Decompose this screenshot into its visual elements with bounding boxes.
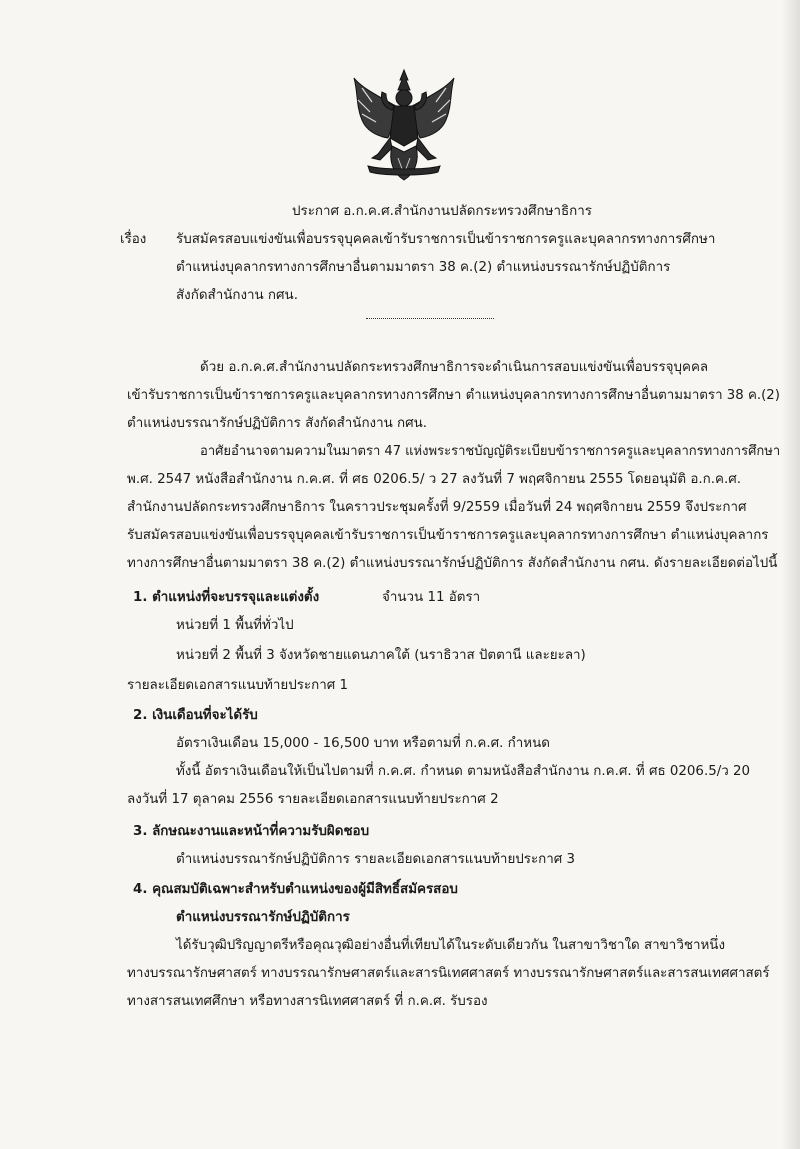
paragraph-line: ตำแหน่งบรรณารักษ์ปฏิบัติการ สังกัดสำนักงาน กศน. (127, 416, 428, 431)
unit-2: หน่วยที่ 2 พื้นที่ 3 จังหวัดชายแดนภาคใต้ (นราธิวาส ปัตตานี และยะลา) (176, 648, 586, 663)
section-4-subheading: ตำแหน่งบรรณารักษ์ปฏิบัติการ (176, 910, 350, 925)
garuda-emblem-icon (348, 66, 460, 184)
subject-label: เรื่อง (120, 232, 147, 247)
paragraph-line: เข้ารับราชการเป็นข้าราชการครูและบุคลากรทางการศึกษา ตำแหน่งบุคลากรทางการศึกษาอื่นตามมาตรา 38 ค.(2) (127, 388, 780, 403)
position-count: จำนวน 11 อัตรา (382, 590, 481, 605)
salary-line: ลงวันที่ 17 ตุลาคม 2556 รายละเอียดเอกสารแนบท้ายประกาศ 2 (127, 792, 499, 807)
paragraph-line: รับสมัครสอบแข่งขันเพื่อบรรจุบุคคลเข้ารับราชการเป็นข้าราชการครูและบุคลากรทางการศึกษา ตำแหน่งบุคลากร (127, 528, 769, 543)
dotted-divider (366, 318, 494, 319)
duties-line: ตำแหน่งบรรณารักษ์ปฏิบัติการ รายละเอียดเอกสารแนบท้ายประกาศ 3 (176, 852, 576, 867)
paragraph-line: ทางการศึกษาอื่นตามมาตรา 38 ค.(2) ตำแหน่งบรรณารักษ์ปฏิบัติการ สังกัดสำนักงาน กศน. ดังรายละเอียดต่อไปนี้ (127, 556, 778, 571)
announcement-title: ประกาศ อ.ก.ค.ศ.สำนักงานปลัดกระทรวงศึกษาธิการ (292, 204, 592, 219)
subject-line: รับสมัครสอบแข่งขันเพื่อบรรจุบุคคลเข้ารับราชการเป็นข้าราชการครูและบุคลากรทางการศึกษา (176, 232, 716, 247)
section-1-heading: 1. ตำแหน่งที่จะบรรจุและแต่งตั้ง (133, 590, 320, 605)
section-1-note: รายละเอียดเอกสารแนบท้ายประกาศ 1 (127, 678, 348, 693)
subject-line: ตำแหน่งบุคลากรทางการศึกษาอื่นตามมาตรา 38 ค.(2) ตำแหน่งบรรณารักษ์ปฏิบัติการ (176, 260, 671, 275)
salary-line: ทั้งนี้ อัตราเงินเดือนให้เป็นไปตามที่ ก.ค.ศ. กำหนด ตามหนังสือสำนักงาน ก.ค.ศ. ที่ ศธ 0206.5/ว 20 (176, 764, 751, 779)
paragraph-line: ด้วย อ.ก.ค.ศ.สำนักงานปลัดกระทรวงศึกษาธิการจะดำเนินการสอบแข่งขันเพื่อบรรจุบุคคล (200, 360, 709, 375)
qualification-line: ทางสารสนเทศศึกษา หรือทางสารนิเทศศาสตร์ ที่ ก.ค.ศ. รับรอง (127, 994, 488, 1009)
section-4-heading: 4. คุณสมบัติเฉพาะสำหรับตำแหน่งของผู้มีสิทธิ์สมัครสอบ (133, 882, 458, 897)
section-2-heading: 2. เงินเดือนที่จะได้รับ (133, 708, 258, 723)
qualification-line: ได้รับวุฒิปริญญาตรีหรือคุณวุฒิอย่างอื่นที่เทียบได้ในระดับเดียวกัน ในสาขาวิชาใด สาขาวิชาหนึ่ง (176, 938, 725, 953)
paragraph-line: พ.ศ. 2547 หนังสือสำนักงาน ก.ค.ศ. ที่ ศธ 0206.5/ ว 27 ลงวันที่ 7 พฤศจิกายน 2555 โดยอนุมัติ อ.ก.ค.ศ. (127, 472, 742, 487)
salary-line: อัตราเงินเดือน 15,000 - 16,500 บาท หรือตามที่ ก.ค.ศ. กำหนด (176, 736, 550, 751)
paragraph-line: สำนักงานปลัดกระทรวงศึกษาธิการ ในคราวประชุมครั้งที่ 9/2559 เมื่อวันที่ 24 พฤศจิกายน 2559 จึงประกาศ (127, 500, 747, 515)
paragraph-line: อาศัยอำนาจตามความในมาตรา 47 แห่งพระราชบัญญัติระเบียบข้าราชการครูและบุคลากรทางการศึกษา (200, 444, 781, 459)
unit-1: หน่วยที่ 1 พื้นที่ทั่วไป (176, 618, 294, 633)
scan-edge-shadow (782, 0, 800, 1149)
qualification-line: ทางบรรณารักษศาสตร์ ทางบรรณารักษศาสตร์และสารนิเทศศาสตร์ ทางบรรณารักษศาสตร์และสารสนเทศศาสตร์ (127, 966, 770, 981)
section-3-heading: 3. ลักษณะงานและหน้าที่ความรับผิดชอบ (133, 824, 370, 839)
subject-line: สังกัดสำนักงาน กศน. (176, 288, 298, 303)
